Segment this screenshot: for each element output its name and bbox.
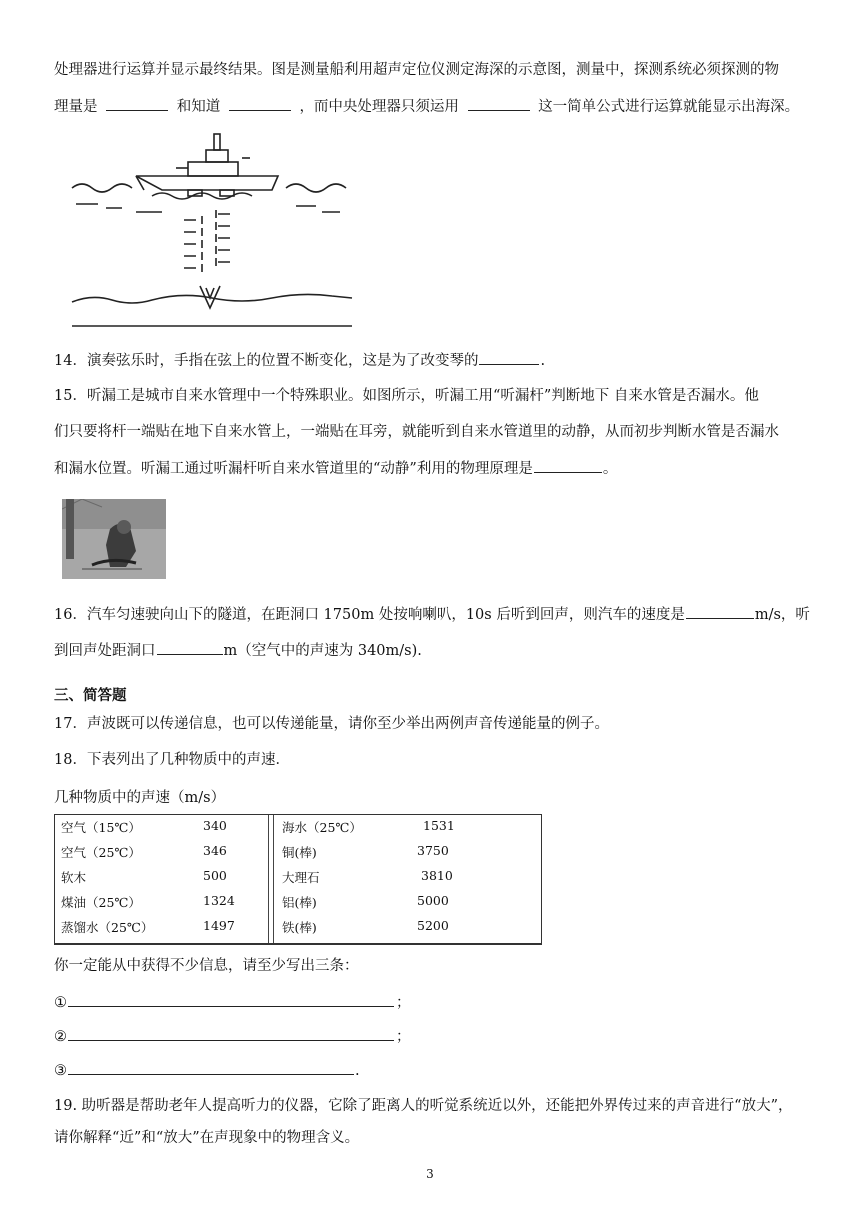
section-heading: 三、简答题 [54, 687, 127, 704]
answer-marker: ① [54, 995, 67, 1011]
table-cell: 340 [203, 818, 227, 833]
question-14-text: 14．演奏弦乐时，手指在弦上的位置不断变化，这是为了改变琴的 [54, 353, 479, 369]
answer-blank[interactable] [68, 1060, 354, 1075]
table-cell: 5000 [417, 893, 449, 908]
question-16-line-1 [54, 604, 810, 625]
question-19-line-1: 19. 助听器是帮助老年人提高听力的仪器，它除了距离人的听觉系统近以外，还能把外界传过来的声音进行“放大”， [54, 1098, 793, 1114]
question-15-line-1: 15．听漏工是城市自来水管理中一个特殊职业。如图所示，听漏工用“听漏杆”判断地下 自来水管是否漏水。他 [54, 388, 759, 404]
table-cell: 铝(棒) [282, 895, 317, 910]
table-cell: 软木 [61, 870, 87, 885]
answer-blank[interactable] [229, 96, 291, 111]
table-cell: 1497 [203, 918, 235, 933]
table-cell: 346 [203, 843, 227, 858]
table-cell: 1324 [203, 893, 235, 908]
question-16-text-b: m/s，听 [754, 607, 810, 623]
sea-surface [72, 184, 346, 192]
table-cell: 铁(棒) [282, 920, 317, 935]
intro-line-1: 处理器进行运算并显示最终结果。图是测量船利用超声定位仪测定海深的示意图，测量中，探测系统必须探测的物 [54, 62, 779, 78]
sound-speed-table [54, 814, 542, 945]
question-18-prompt: 你一定能从中获得不少信息，请至少写出三条： [54, 958, 359, 974]
answer-marker: ③ [54, 1063, 67, 1079]
intro-text-b: 和知道 [176, 99, 221, 115]
answer-end: ； [396, 995, 411, 1011]
table-cell: 空气（15℃） [61, 820, 141, 835]
answer-marker: ② [54, 1029, 67, 1045]
question-14-end: . [540, 353, 546, 369]
intro-text-a: 理量是 [54, 99, 98, 115]
answer-blank[interactable] [534, 458, 602, 473]
table-cell: 海水（25℃） [282, 820, 362, 835]
table-cell: 3810 [421, 868, 453, 883]
question-16-text-a: 16．汽车匀速驶向山下的隧道，在距洞口 1750m 处按响喇叭，10s 后听到回声，则汽车的速度是 [54, 607, 685, 623]
table-cell: 500 [203, 868, 227, 883]
answer-line-1 [54, 992, 804, 1013]
leak-listener-photo [62, 499, 166, 579]
answer-blank[interactable] [68, 992, 394, 1007]
question-14 [54, 350, 804, 371]
table-cell: 5200 [417, 918, 449, 933]
answer-end: ； [396, 1029, 411, 1045]
intro-text-d: 这一简单公式进行运算就能显示出海深。 [538, 99, 800, 115]
intro-text-c: ，而中央处理器只须运用 [299, 99, 459, 115]
question-19-line-2: 请你解释“近”和“放大”在声现象中的物理含义。 [54, 1130, 360, 1146]
answer-blank[interactable] [157, 640, 223, 655]
answer-blank[interactable] [68, 1026, 394, 1041]
table-divider [268, 815, 274, 943]
answer-blank[interactable] [686, 604, 754, 619]
intro-line-2 [54, 96, 804, 117]
table-cell: 蒸馏水（25℃） [61, 920, 154, 935]
question-15-line-3 [54, 458, 804, 479]
answer-blank[interactable] [479, 350, 539, 365]
answer-blank[interactable] [468, 96, 530, 111]
question-15-line-2: 们只要将杆一端贴在地下自来水管上，一端贴在耳旁，就能听到自来水管道里的动静，从而初步判断水管是否漏水 [54, 424, 779, 440]
question-16-text-d: m（空气中的声速为 340m/s). [223, 643, 422, 659]
question-16-line-2 [54, 640, 804, 661]
table-cell: 大理石 [282, 870, 320, 885]
table-cell: 3750 [417, 843, 449, 858]
table-cell: 铜(棒) [282, 845, 317, 860]
answer-end: . [355, 1063, 360, 1079]
answer-line-2 [54, 1026, 804, 1047]
ship-hull [136, 176, 278, 190]
table-caption: 几种物质中的声速（m/s） [54, 790, 226, 806]
question-17: 17．声波既可以传递信息，也可以传递能量，请你至少举出两例声音传递能量的例子。 [54, 716, 609, 732]
question-18: 18．下表列出了几种物质中的声速． [54, 752, 290, 768]
table-cell: 煤油（25℃） [61, 895, 141, 910]
answer-line-3 [54, 1060, 804, 1081]
sonar-ship-diagram [66, 128, 358, 332]
question-15-end: 。 [602, 461, 618, 477]
page-number: 3 [426, 1167, 434, 1181]
answer-blank[interactable] [106, 96, 168, 111]
question-16-text-c: 到回声处距洞口 [54, 643, 156, 659]
table-cell: 1531 [423, 818, 455, 833]
table-cell: 空气（25℃） [61, 845, 141, 860]
question-15-text: 和漏水位置。听漏工通过听漏杆听自来水管道里的“动静”利用的物理原理是 [54, 461, 533, 477]
